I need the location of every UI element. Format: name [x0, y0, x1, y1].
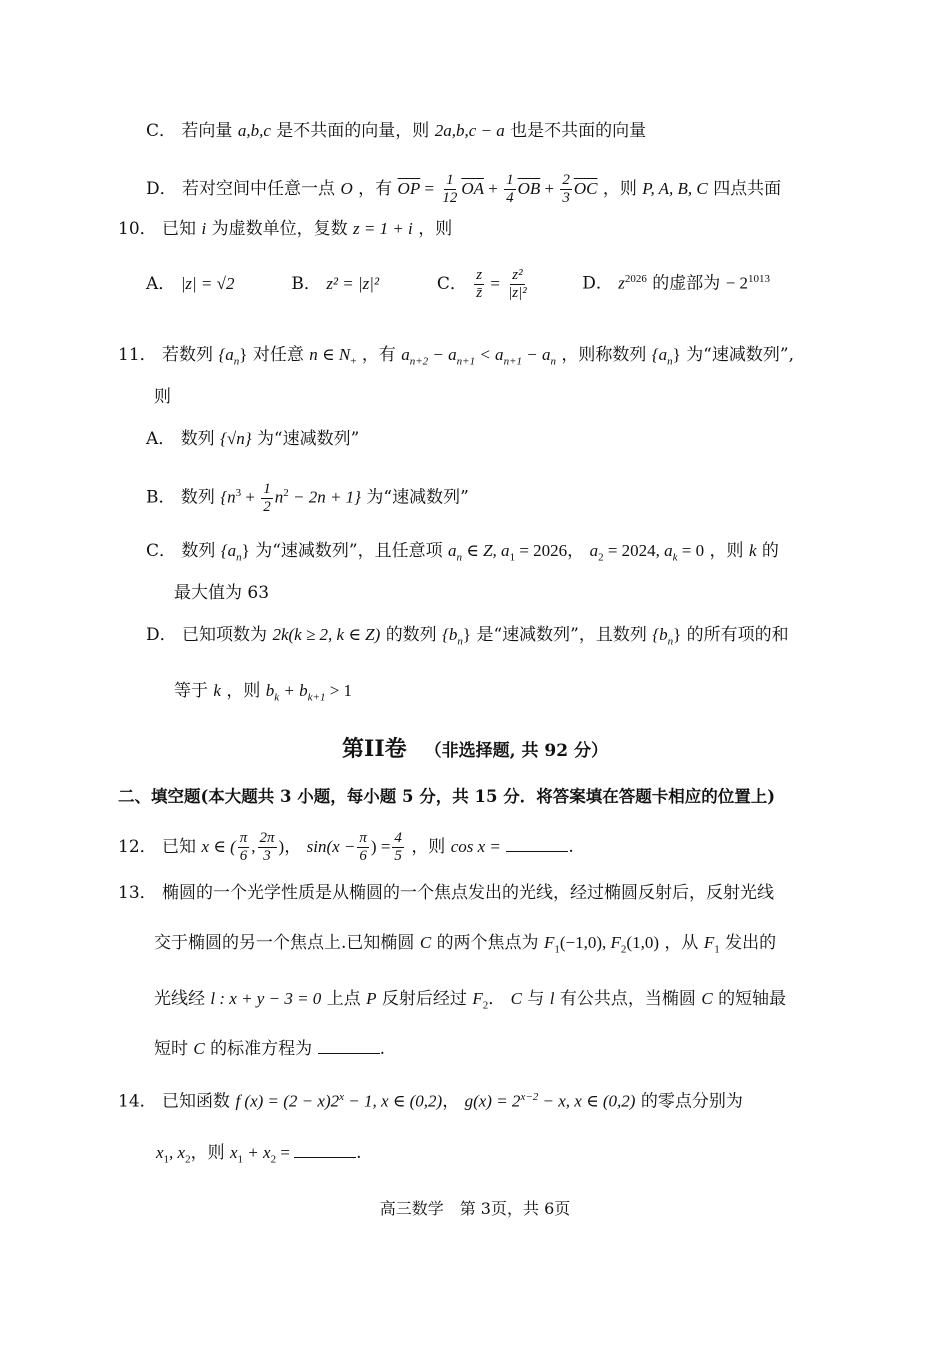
section-part2-heading	[118, 784, 775, 810]
vector: $\overline{OB}$	[517, 179, 541, 198]
q9-option-d	[146, 172, 781, 207]
vector: $\overline{OC}$	[573, 179, 598, 198]
text: 二、填空题(本大题共 3 小题，每小题 5 分，共 15 分．将答案填在答题卡相应的位置上)	[118, 787, 776, 806]
text: 等于	[174, 681, 208, 701]
math: 2k(k ≥ 2, k ∈ Z)	[272, 625, 381, 644]
q11-option-c: C． 数列 $\{a_n\}$ 为“速减数列”，且任意项 $a_n$ ∈ Z, $a_1 = 2026$， $a_2 = 2024$, $a_k = 0$ ，则 k 的	[146, 541, 779, 564]
exponent: x	[339, 1091, 344, 1103]
text: 已知	[162, 837, 197, 857]
text: 是不共面的向量，则	[276, 121, 430, 141]
text: 若数列	[162, 345, 214, 365]
text: ，则	[190, 1143, 225, 1163]
answer-blank[interactable]	[506, 835, 568, 852]
text: 为“速减数列”	[366, 487, 469, 508]
q13-line2: 交于椭圆的另一个焦点上.已知椭圆 C 的两个焦点为 $F_1(-1,0)$, $F_2(1,0)$ ，从 $F_1$ 发出的	[154, 933, 777, 956]
math: {√n}	[220, 429, 252, 448]
q12: 12． 已知 x ∈ ( $\frac{\pi}{6}$ , $\frac{2\pi}{3}$ )， sin(x − $\frac{\pi}{6}$ ) = $\frac{4}{5}$ ，则 cos x = .	[118, 830, 574, 864]
text: ，则	[411, 837, 446, 857]
text: ，有	[361, 345, 396, 365]
text: 对任意	[252, 345, 304, 365]
text: 的虚部为	[652, 273, 721, 294]
math: z² = |z|²	[326, 273, 380, 293]
q13-line3: 光线经 l : x + y − 3 = 0 上点 P 反射后经过 $F_2$． C 与 l 有公共点，当椭圆 C 的短轴最	[154, 989, 787, 1012]
text: 的	[761, 541, 779, 561]
math: a,b,c	[237, 121, 271, 140]
math: P, A, B, C	[642, 179, 708, 198]
math: l : x + y − 3 = 0	[210, 989, 322, 1008]
math: − 2n + 1}	[288, 487, 361, 507]
math: n ∈ N	[309, 345, 351, 364]
text: 反射后经过	[381, 989, 467, 1009]
text: ，有	[358, 179, 393, 199]
answer-blank[interactable]	[318, 1037, 380, 1054]
option-label: A．	[146, 273, 176, 294]
text: 已知	[162, 219, 197, 239]
text: 上点	[326, 989, 361, 1009]
fraction	[238, 830, 250, 865]
text: 数列	[180, 487, 215, 508]
q11-stem-line2	[154, 384, 171, 410]
text: 发出的	[725, 933, 777, 953]
option-label: A．	[146, 429, 176, 449]
text: 为虚数单位，复数	[211, 219, 348, 239]
text: 椭圆的一个光学性质是从椭圆的一个焦点发出的光线，经过椭圆反射后，反射光线	[162, 883, 775, 903]
math: =	[486, 273, 505, 293]
exponent: 2026	[624, 273, 647, 285]
vector: $\overline{OP}$	[397, 179, 421, 198]
text: ，则	[709, 541, 744, 561]
q10-options	[146, 266, 770, 302]
math: 2a,b,c − a	[434, 121, 505, 140]
fraction	[504, 172, 516, 207]
math: ) =	[370, 837, 391, 856]
math: k	[213, 681, 221, 700]
text: 数列	[181, 541, 216, 561]
text: 短时	[154, 1039, 188, 1059]
text: .	[356, 1143, 362, 1163]
question-number: 10．	[118, 219, 157, 239]
numerator: π	[359, 830, 367, 846]
numerator: 1	[506, 172, 514, 188]
text: 若向量	[181, 121, 233, 141]
text: 是“速减数列”，且数列	[476, 625, 647, 645]
fraction	[357, 830, 369, 865]
question-number: 12．	[118, 837, 157, 857]
text: 最大值为 63	[174, 583, 270, 603]
q10-option-b	[291, 271, 431, 297]
math: i	[201, 219, 207, 238]
math: |z| = √2	[180, 273, 235, 293]
denominator: 6	[359, 848, 367, 864]
q13-line1	[118, 880, 774, 906]
math: {a	[218, 345, 234, 364]
numerator: π	[239, 830, 248, 846]
denominator: 3	[263, 848, 271, 864]
page-footer: 高三数学 第 3页，共 6页	[379, 1199, 571, 1218]
denominator: |z|²	[508, 284, 527, 301]
fraction	[506, 267, 529, 302]
q13-line4: 短时 C 的标准方程为 .	[154, 1039, 385, 1059]
text: 已知项数为	[182, 625, 268, 645]
text: 有公共点，当椭圆	[559, 989, 696, 1009]
math: {b	[442, 625, 458, 644]
math: C	[419, 933, 432, 952]
numerator: z	[476, 266, 483, 283]
q11-option-b: B． 数列 {$n^3$ + $\frac{1}{2}$ $n^2 - 2n + 1$} 为“速减数列”	[146, 480, 469, 515]
question-number: 14．	[118, 1091, 157, 1112]
vector: $\overline{OA}$	[461, 179, 484, 198]
math: O	[340, 179, 353, 198]
q10-option-a	[146, 271, 286, 297]
math: z = 1 + i	[353, 219, 413, 238]
fraction	[560, 172, 572, 207]
text: 数列	[180, 429, 215, 449]
math: f (x) = (2 − x)2	[235, 1091, 340, 1111]
q11-option-d-line2: 等于 k ，则 $b_k + b_{k+1} > 1$	[174, 681, 353, 704]
text: 四点共面	[713, 179, 782, 199]
math: x	[156, 1143, 164, 1162]
exponent: 1013	[748, 273, 771, 285]
text: ，则	[418, 219, 453, 239]
text: 也是不共面的向量	[510, 121, 647, 141]
math: )	[278, 837, 285, 856]
option-label: C．	[436, 273, 467, 294]
math: sin(x −	[306, 837, 356, 856]
text: 若对空间中任意一点	[182, 179, 336, 199]
q14-line2: $x_1$, $x_2$，则 $x_1 + x_2$ = .	[156, 1143, 362, 1166]
text: ，则	[226, 681, 261, 701]
denominator: z̄	[476, 284, 483, 301]
option-label: D．	[146, 179, 177, 199]
fraction	[440, 172, 459, 207]
denominator: 2	[263, 498, 271, 515]
subtitle-text: （非选择题, 共 92 分）	[424, 741, 608, 761]
answer-blank[interactable]	[294, 1141, 356, 1158]
math: a	[448, 541, 457, 560]
math: n	[274, 487, 284, 507]
q11-option-a	[146, 426, 359, 452]
math: {a	[220, 541, 237, 560]
text: ，	[284, 837, 302, 857]
text: .	[379, 1039, 385, 1059]
math: a	[401, 345, 410, 364]
math: {n	[220, 487, 236, 507]
text: ，从	[664, 933, 699, 953]
denominator: 5	[394, 848, 402, 864]
question-number: 11．	[118, 345, 157, 365]
q10-option-d	[582, 266, 770, 297]
option-label: B．	[146, 487, 176, 508]
option-label: D．	[582, 273, 613, 294]
question-number: 13．	[118, 883, 157, 903]
math: +	[540, 179, 559, 198]
option-label: C．	[146, 541, 177, 561]
q11-option-c-line2	[174, 580, 269, 606]
text: .	[568, 837, 574, 857]
text: 的两个焦点为	[436, 933, 539, 953]
fraction	[474, 267, 484, 302]
q9-option-c	[146, 118, 646, 144]
math: k	[748, 541, 757, 560]
math: cos x =	[450, 837, 501, 856]
math: x	[230, 1143, 238, 1162]
section-title	[0, 732, 950, 763]
math: b	[265, 681, 275, 700]
numerator: 2π	[259, 830, 275, 846]
q14-line1	[118, 1084, 743, 1115]
text: ．	[488, 989, 506, 1009]
text: 光线经	[154, 989, 205, 1009]
text: 为“速减数列”	[256, 429, 360, 449]
title-text: 第II卷	[342, 736, 407, 762]
denominator: 12	[442, 190, 458, 206]
text: 与	[527, 989, 545, 1009]
q11-option-d: D． 已知项数为 2k(k ≥ 2, k ∈ Z) 的数列 $\{b_n\}$ 是“速减数列”，且数列 $\{b_n\}$ 的所有项的和	[146, 625, 789, 648]
option-label: D．	[146, 625, 177, 645]
text: ，则	[602, 179, 637, 199]
text: ，则称数列	[561, 345, 647, 365]
option-label: C．	[146, 121, 177, 141]
math: F	[543, 933, 555, 952]
text: 的短轴最	[718, 989, 787, 1009]
text: 则	[154, 387, 171, 407]
q11-stem: 11． 若数列 $\{a_n\}$ 对任意 n ∈ $N_+$ ，有 $a_{n+2} - a_{n+1} < a_{n+1} - a_n$ ，则称数列 $\{a_n\}$ 为“速减数列”,	[118, 345, 794, 368]
q10-option-c	[437, 267, 577, 302]
text: 的所有项的和	[686, 625, 789, 645]
numerator: 4	[394, 830, 402, 846]
q10-stem	[118, 216, 452, 242]
text: ，	[442, 1091, 460, 1112]
numerator: z²	[512, 266, 523, 283]
text: 为“速减数列”，且任意项	[255, 541, 443, 561]
text: 的数列	[385, 625, 437, 645]
math: +	[483, 179, 503, 198]
fraction	[392, 830, 404, 865]
math: g(x) = 2	[464, 1091, 521, 1111]
exponent: x−2	[520, 1091, 539, 1103]
math: a	[589, 541, 599, 560]
text: 已知函数	[162, 1091, 231, 1112]
text: 为“速减数列”,	[686, 345, 794, 365]
numerator: 1	[446, 172, 454, 188]
denominator: 6	[239, 848, 248, 864]
math: P	[366, 989, 377, 1008]
math: − 1, x ∈ (0,2)	[344, 1091, 443, 1111]
math: − 2	[725, 273, 749, 293]
option-label: B．	[291, 273, 321, 294]
numerator: 1	[263, 480, 271, 497]
fraction	[258, 830, 277, 865]
denominator: 4	[506, 190, 514, 206]
text: 的标准方程为	[210, 1039, 313, 1059]
fraction	[261, 481, 273, 516]
denominator: 3	[562, 190, 570, 206]
math: =	[420, 179, 439, 198]
math: − x, x ∈ (0,2)	[538, 1091, 636, 1111]
text: 交于椭圆的另一个焦点上.已知椭圆	[154, 933, 415, 953]
text: 的零点分别为	[640, 1091, 743, 1112]
math: z	[618, 273, 625, 293]
numerator: 2	[562, 172, 570, 188]
math: x ∈ (	[201, 837, 236, 856]
